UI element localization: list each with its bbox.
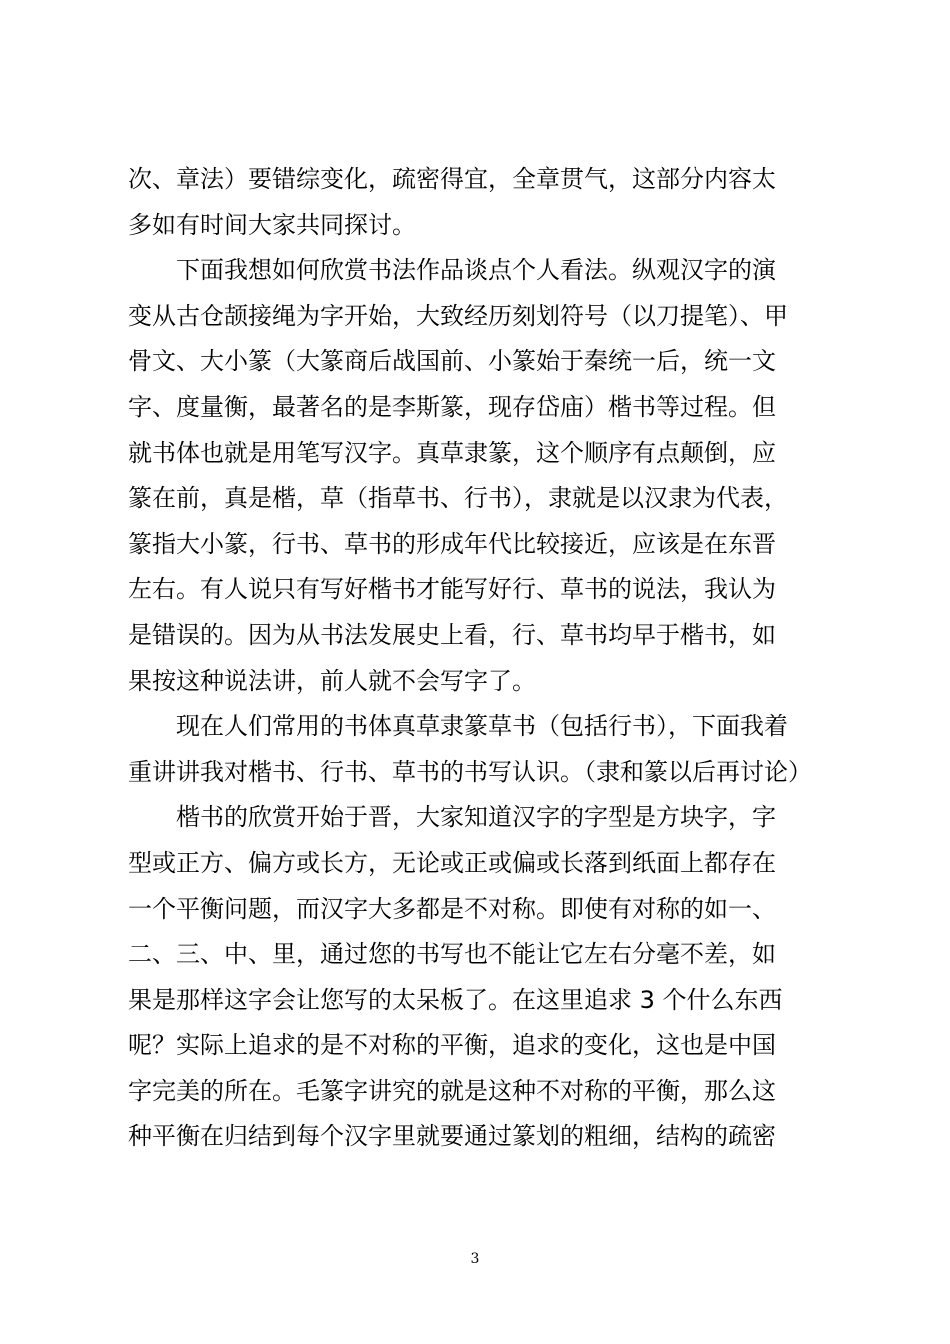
- text-line: 重讲讲我对楷书、行书、草书的书写认识。（隶和篆以后再讨论）: [128, 757, 812, 786]
- text-line: 骨文、大小篆（大篆商后战国前、小篆始于秦统一后，统一文: [128, 347, 776, 376]
- text-line: 是错误的。因为从书法发展史上看，行、草书均早于楷书，如: [128, 620, 776, 649]
- text-line: 果是那样这字会让您写的太呆板了。在这里追求 3 个什么东西: [128, 985, 783, 1014]
- text-line: 果按这种说法讲，前人就不会写字了。: [128, 666, 536, 695]
- text-line: 左右。有人说只有写好楷书才能写好行、草书的说法，我认为: [128, 575, 776, 604]
- text-line: 下面我想如何欣赏书法作品谈点个人看法。纵观汉字的演: [128, 256, 776, 285]
- page-number: 3: [470, 1251, 480, 1267]
- text-line: 二、三、中、里，通过您的书写也不能让它左右分毫不差，如: [128, 940, 776, 969]
- text-line: 字、度量衡，最著名的是李斯篆，现存岱庙）楷书等过程。但: [128, 392, 776, 421]
- text-line: 型或正方、偏方或长方，无论或正或偏或长落到纸面上都存在: [128, 848, 776, 877]
- text-line: 一个平衡问题，而汉字大多都是不对称。即使有对称的如一、: [128, 894, 776, 923]
- text-line: 呢？实际上追求的是不对称的平衡，追求的变化，这也是中国: [128, 1031, 776, 1060]
- text-line: 现在人们常用的书体真草隶篆草书（包括行书），下面我着: [128, 712, 788, 741]
- body-text: [128, 157, 828, 1160]
- text-line: 次、章法）要错综变化，疏密得宜，全章贯气，这部分内容太: [128, 165, 776, 193]
- text-line: 楷书的欣赏开始于晋，大家知道汉字的字型是方块字，字: [128, 803, 776, 832]
- text-line: 就书体也就是用笔写汉字。真草隶篆，这个顺序有点颠倒，应: [128, 438, 776, 467]
- text-line: 多如有时间大家共同探讨。: [128, 210, 416, 239]
- text-line: 篆在前，真是楷，草（指草书、行书），隶就是以汉隶为代表，: [128, 484, 788, 513]
- text-line: 篆指大小篆，行书、草书的形成年代比较接近，应该是在东晋: [128, 529, 776, 558]
- text-line: 字完美的所在。毛篆字讲究的就是这种不对称的平衡，那么这: [128, 1076, 776, 1105]
- text-line: 种平衡在归结到每个汉字里就要通过篆划的粗细，结构的疏密: [128, 1122, 776, 1151]
- text-line: 变从古仓颉接绳为字开始，大致经历刻划符号（以刀提笔）、甲: [128, 301, 788, 330]
